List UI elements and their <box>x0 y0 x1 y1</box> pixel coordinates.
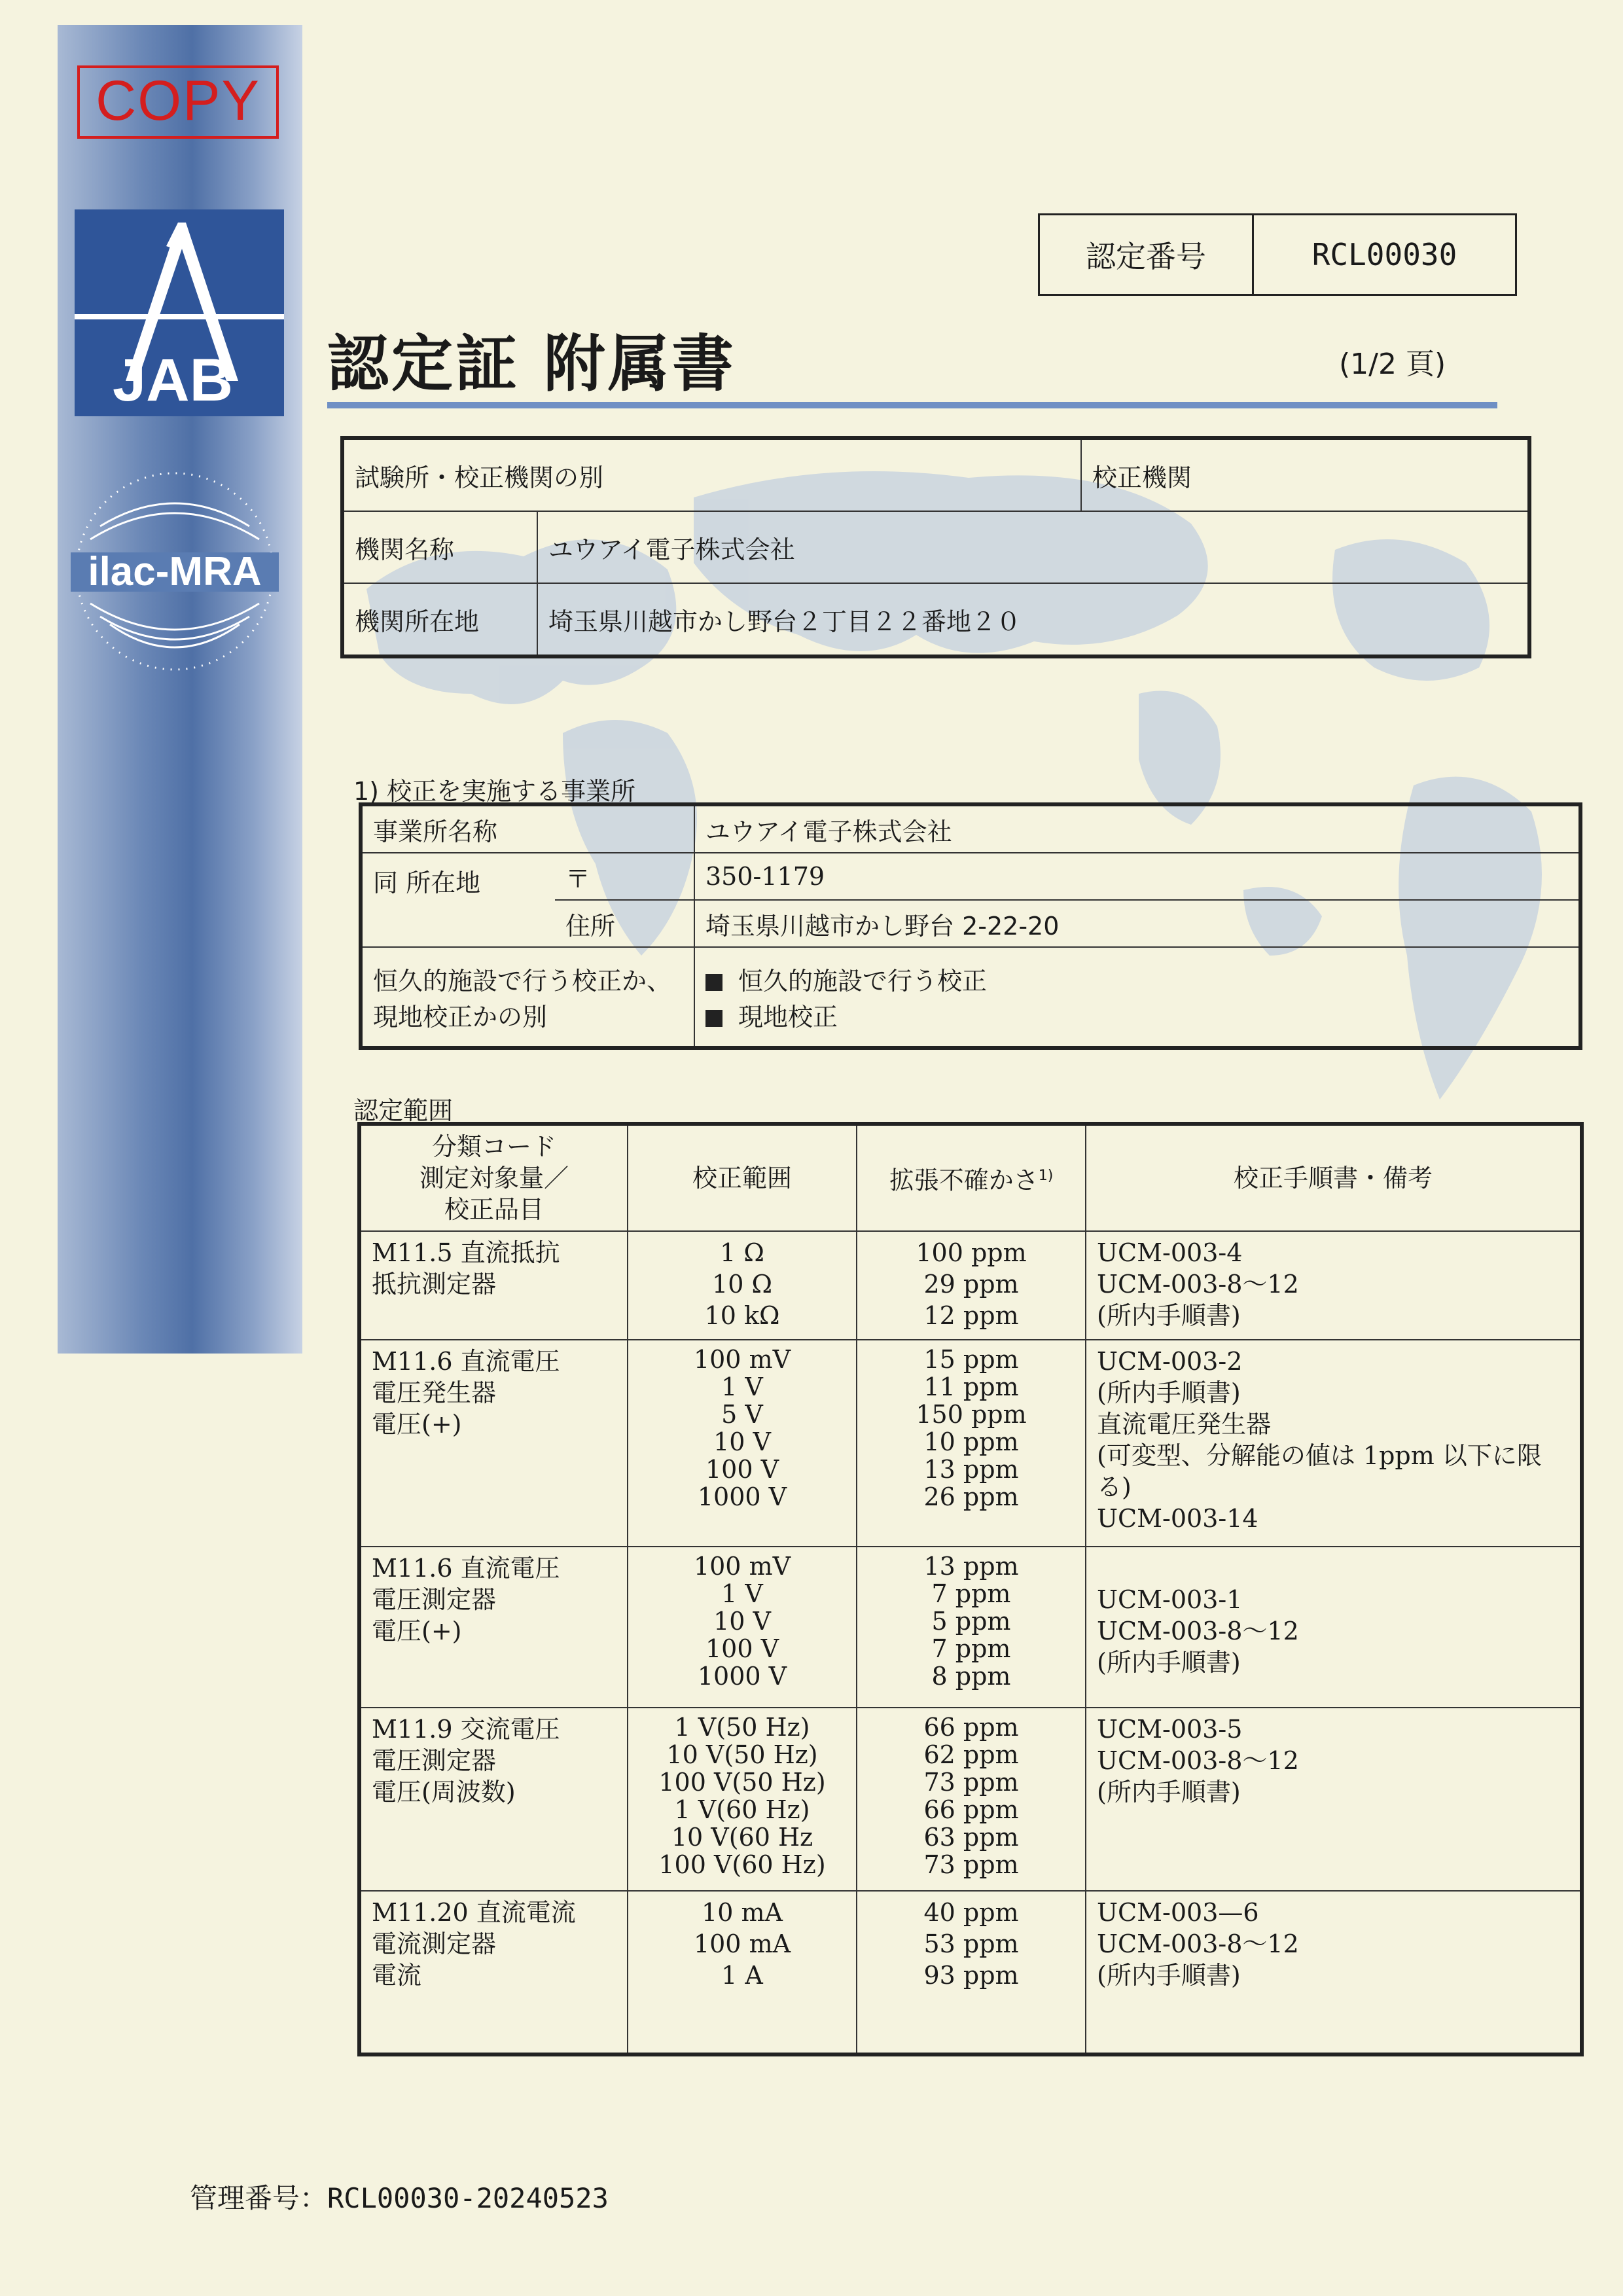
scope-uncertainty-line: 13 ppm <box>923 1552 1019 1581</box>
institution-name-value: ユウアイ電子株式会社 <box>537 511 1529 583</box>
scope-procedure-line: (所内手順書) <box>1097 1778 1241 1806</box>
scope-range-line: 10 mA <box>702 1898 783 1927</box>
scope-category-line: M11.5 直流抵抗 <box>372 1238 560 1267</box>
scope-range-line: 1000 V <box>697 1662 787 1691</box>
scope-category-cell <box>359 1708 628 1891</box>
uncertainty-header <box>857 1124 1086 1231</box>
table-row <box>359 1231 1582 1340</box>
calibration-type-label-line2: 現地校正かの別 <box>373 1003 548 1031</box>
scope-range-line: 100 V(60 Hz) <box>658 1850 826 1879</box>
scope-procedure-cell <box>1086 1708 1582 1891</box>
checked-box-icon <box>705 974 722 991</box>
scope-procedure-line: (所内手順書) <box>1097 1648 1241 1677</box>
scope-procedure-line: UCM-003-5 <box>1097 1715 1243 1744</box>
jab-logo-icon <box>75 209 284 416</box>
scope-body <box>359 1231 1582 2054</box>
scope-range-line: 10 Ω <box>712 1270 772 1299</box>
scope-procedure-cell <box>1086 1547 1582 1708</box>
scope-uncertainty-line: 7 ppm <box>931 1579 1011 1608</box>
control-number <box>190 2177 609 2216</box>
title-rule <box>327 402 1497 408</box>
scope-uncertainty-line: 12 ppm <box>923 1301 1019 1330</box>
scope-uncertainty-line: 62 ppm <box>923 1740 1019 1769</box>
scope-procedure-line: (可変型、分解能の値は 1ppm 以下に限る) <box>1097 1441 1542 1501</box>
scope-range-line: 10 V(60 Hz <box>671 1823 813 1852</box>
scope-uncertainty-line: 7 ppm <box>931 1634 1011 1663</box>
scope-procedure-line: UCM-003-4 <box>1097 1238 1243 1267</box>
lab-type-value: 校正機関 <box>1081 438 1529 511</box>
scope-uncertainty-line: 15 ppm <box>923 1345 1019 1374</box>
scope-category-line: M11.9 交流電圧 <box>372 1715 560 1744</box>
scope-range-line: 10 V(50 Hz) <box>666 1740 818 1769</box>
scope-range-line: 1 Ω <box>720 1238 764 1267</box>
lab-type-label: 試験所・校正機関の別 <box>342 438 1081 511</box>
scope-procedure-line: (所内手順書) <box>1097 1301 1241 1330</box>
scope-range-line: 10 V <box>713 1607 771 1636</box>
calibration-type-option: 現地校正 <box>738 1003 838 1031</box>
scope-uncertainty-line: 26 ppm <box>923 1482 1019 1511</box>
scope-category-line: M11.6 直流電圧 <box>372 1554 560 1583</box>
scope-category-cell <box>359 1547 628 1708</box>
scope-category-line: 電圧発生器 <box>372 1378 497 1407</box>
jab-text: JAB <box>112 347 234 414</box>
institution-name-label: 機関名称 <box>342 511 537 583</box>
institution-address-value: 埼玉県川越市かし野台２丁目２２番地２０ <box>537 583 1529 656</box>
scope-range-line: 1 V(60 Hz) <box>674 1795 810 1824</box>
scope-uncertainty-cell <box>857 1231 1086 1340</box>
scope-range-cell <box>628 1547 857 1708</box>
control-number-value: RCL00030-20240523 <box>327 2182 609 2214</box>
scope-category-line: 抵抗測定器 <box>372 1270 497 1299</box>
scope-category-line: 電流測定器 <box>372 1929 497 1958</box>
calibration-type-option: 恒久的施設で行う校正 <box>738 967 988 996</box>
address-label: 住所 <box>555 900 694 947</box>
scope-procedure-cell <box>1086 1891 1582 2054</box>
scope-range-cell <box>628 1891 857 2054</box>
scope-uncertainty-cell <box>857 1340 1086 1547</box>
table-row <box>359 1340 1582 1547</box>
table-row <box>359 1708 1582 1891</box>
scope-category-cell <box>359 1891 628 2054</box>
scope-procedure-cell <box>1086 1231 1582 1340</box>
scope-category-line: 電流 <box>372 1961 422 1990</box>
scope-category-cell <box>359 1340 628 1547</box>
uncertainty-header-text: 拡張不確かさ <box>889 1166 1039 1195</box>
scope-range-line: 100 mV <box>693 1552 791 1581</box>
scope-category-line: 電圧(+) <box>372 1410 462 1439</box>
office-name-label: 事業所名称 <box>361 804 694 853</box>
office-location-label: 同 所在地 <box>361 853 555 947</box>
ilac-text: ilac-MRA <box>88 549 262 594</box>
institution-address-label: 機関所在地 <box>342 583 537 656</box>
table-row <box>342 511 1529 583</box>
scope-range-line: 1 V(50 Hz) <box>674 1713 810 1742</box>
scope-uncertainty-line: 100 ppm <box>916 1238 1027 1267</box>
scope-procedure-line: (所内手順書) <box>1097 1961 1241 1990</box>
scope-uncertainty-line: 150 ppm <box>916 1400 1027 1429</box>
scope-procedure-line: UCM-003-1 <box>1097 1585 1243 1614</box>
scope-uncertainty-line: 53 ppm <box>923 1929 1019 1958</box>
scope-procedure-line: UCM-003-8～12 <box>1097 1270 1299 1299</box>
scope-category-line: M11.6 直流電圧 <box>372 1347 560 1376</box>
scope-procedure-line: 直流電圧発生器 <box>1097 1410 1272 1439</box>
scope-category-line: M11.20 直流電流 <box>372 1898 576 1927</box>
scope-range-line: 100 mA <box>693 1929 791 1958</box>
copy-stamp: COPY <box>77 65 279 139</box>
scope-category-line: 電圧(周波数) <box>372 1778 516 1806</box>
scope-uncertainty-line: 93 ppm <box>923 1961 1019 1990</box>
office-location-table <box>359 802 1582 1050</box>
category-header <box>359 1124 628 1231</box>
section1-title: 1) 校正を実施する事業所 <box>353 777 636 806</box>
scope-range-line: 100 mV <box>693 1345 791 1374</box>
scope-uncertainty-line: 5 ppm <box>931 1607 1011 1636</box>
scope-range-cell <box>628 1708 857 1891</box>
table-row <box>342 583 1529 656</box>
table-row <box>342 438 1529 511</box>
scope-range-line: 100 V <box>705 1455 779 1484</box>
scope-uncertainty-cell <box>857 1708 1086 1891</box>
scope-uncertainty-line: 73 ppm <box>923 1850 1019 1879</box>
scope-range-line: 1 V <box>721 1372 763 1401</box>
scope-uncertainty-line: 73 ppm <box>923 1768 1019 1797</box>
checked-box-icon <box>705 1010 722 1027</box>
scope-procedure-cell <box>1086 1340 1582 1547</box>
scope-category-line: 電圧測定器 <box>372 1585 497 1614</box>
scope-procedure-line: UCM-003-8～12 <box>1097 1746 1299 1775</box>
scope-procedure-line: (所内手順書) <box>1097 1378 1241 1407</box>
scope-procedure-line: UCM-003-14 <box>1097 1504 1258 1533</box>
scope-uncertainty-line: 29 ppm <box>923 1270 1019 1299</box>
scope-procedure-line: UCM-003-8～12 <box>1097 1929 1299 1958</box>
scope-range-line: 1 V <box>721 1579 763 1608</box>
ilac-mra-logo-icon <box>64 461 285 682</box>
accreditation-number-label: 認定番号 <box>1040 215 1254 294</box>
scope-category-line: 電圧(+) <box>372 1617 462 1645</box>
table-row <box>361 947 1580 1048</box>
scope-range-cell <box>628 1340 857 1547</box>
calibration-type-label-line1: 恒久的施設で行う校正か、 <box>373 967 672 996</box>
postal-code-value: 350-1179 <box>694 853 1580 900</box>
category-header-line: 分類コード <box>431 1132 556 1161</box>
category-header-line: 測定対象量／ <box>419 1164 569 1193</box>
postal-code-label: 〒 <box>555 853 694 900</box>
calibration-type-options <box>694 947 1580 1048</box>
page-indicator: (1/2 頁) <box>1339 348 1446 381</box>
accreditation-scope-table <box>357 1122 1584 2056</box>
scope-uncertainty-line: 66 ppm <box>923 1713 1019 1742</box>
calibration-type-label <box>361 947 694 1048</box>
scope-procedure-line: UCM-003—6 <box>1097 1898 1259 1927</box>
institution-info-table <box>340 436 1531 658</box>
category-header-line: 校正品目 <box>444 1195 544 1224</box>
table-row <box>361 853 1580 900</box>
control-number-label: 管理番号： <box>190 2182 328 2214</box>
table-row <box>359 1547 1582 1708</box>
scope-procedure-line <box>1097 1552 1569 1584</box>
scope-uncertainty-line: 13 ppm <box>923 1455 1019 1484</box>
accreditation-number-box <box>1038 213 1517 296</box>
scope-range-line: 100 V <box>705 1634 779 1663</box>
scope-procedure-line: UCM-003-2 <box>1097 1347 1243 1376</box>
scope-title: 認定範囲 <box>353 1096 454 1125</box>
scope-uncertainty-line: 8 ppm <box>931 1662 1011 1691</box>
scope-uncertainty-line: 63 ppm <box>923 1823 1019 1852</box>
range-header: 校正範囲 <box>628 1124 857 1231</box>
scope-procedure-line: UCM-003-8～12 <box>1097 1617 1299 1645</box>
table-header-row <box>359 1124 1582 1231</box>
scope-uncertainty-line: 10 ppm <box>923 1427 1019 1456</box>
procedure-header: 校正手順書・備考 <box>1086 1124 1582 1231</box>
scope-range-cell <box>628 1231 857 1340</box>
table-row <box>361 804 1580 853</box>
scope-category-cell <box>359 1231 628 1340</box>
scope-uncertainty-line: 40 ppm <box>923 1898 1019 1927</box>
scope-range-line: 1 A <box>721 1961 763 1990</box>
document-title: 認定証 附属書 <box>327 329 736 400</box>
scope-range-line: 10 V <box>713 1427 771 1456</box>
scope-range-line: 5 V <box>721 1400 763 1429</box>
scope-range-line: 10 kΩ <box>704 1301 780 1330</box>
office-name-value: ユウアイ電子株式会社 <box>694 804 1580 853</box>
accreditation-number-value: RCL00030 <box>1311 237 1457 272</box>
scope-range-line: 1000 V <box>697 1482 787 1511</box>
scope-uncertainty-cell <box>857 1891 1086 2054</box>
table-row <box>359 1891 1582 2054</box>
uncertainty-footnote-mark: 1) <box>1038 1167 1054 1184</box>
scope-range-line: 100 V(50 Hz) <box>658 1768 826 1797</box>
scope-uncertainty-line: 11 ppm <box>923 1372 1019 1401</box>
scope-uncertainty-cell <box>857 1547 1086 1708</box>
address-value: 埼玉県川越市かし野台 2-22-20 <box>694 900 1580 947</box>
scope-category-line: 電圧測定器 <box>372 1746 497 1775</box>
scope-uncertainty-line: 66 ppm <box>923 1795 1019 1824</box>
